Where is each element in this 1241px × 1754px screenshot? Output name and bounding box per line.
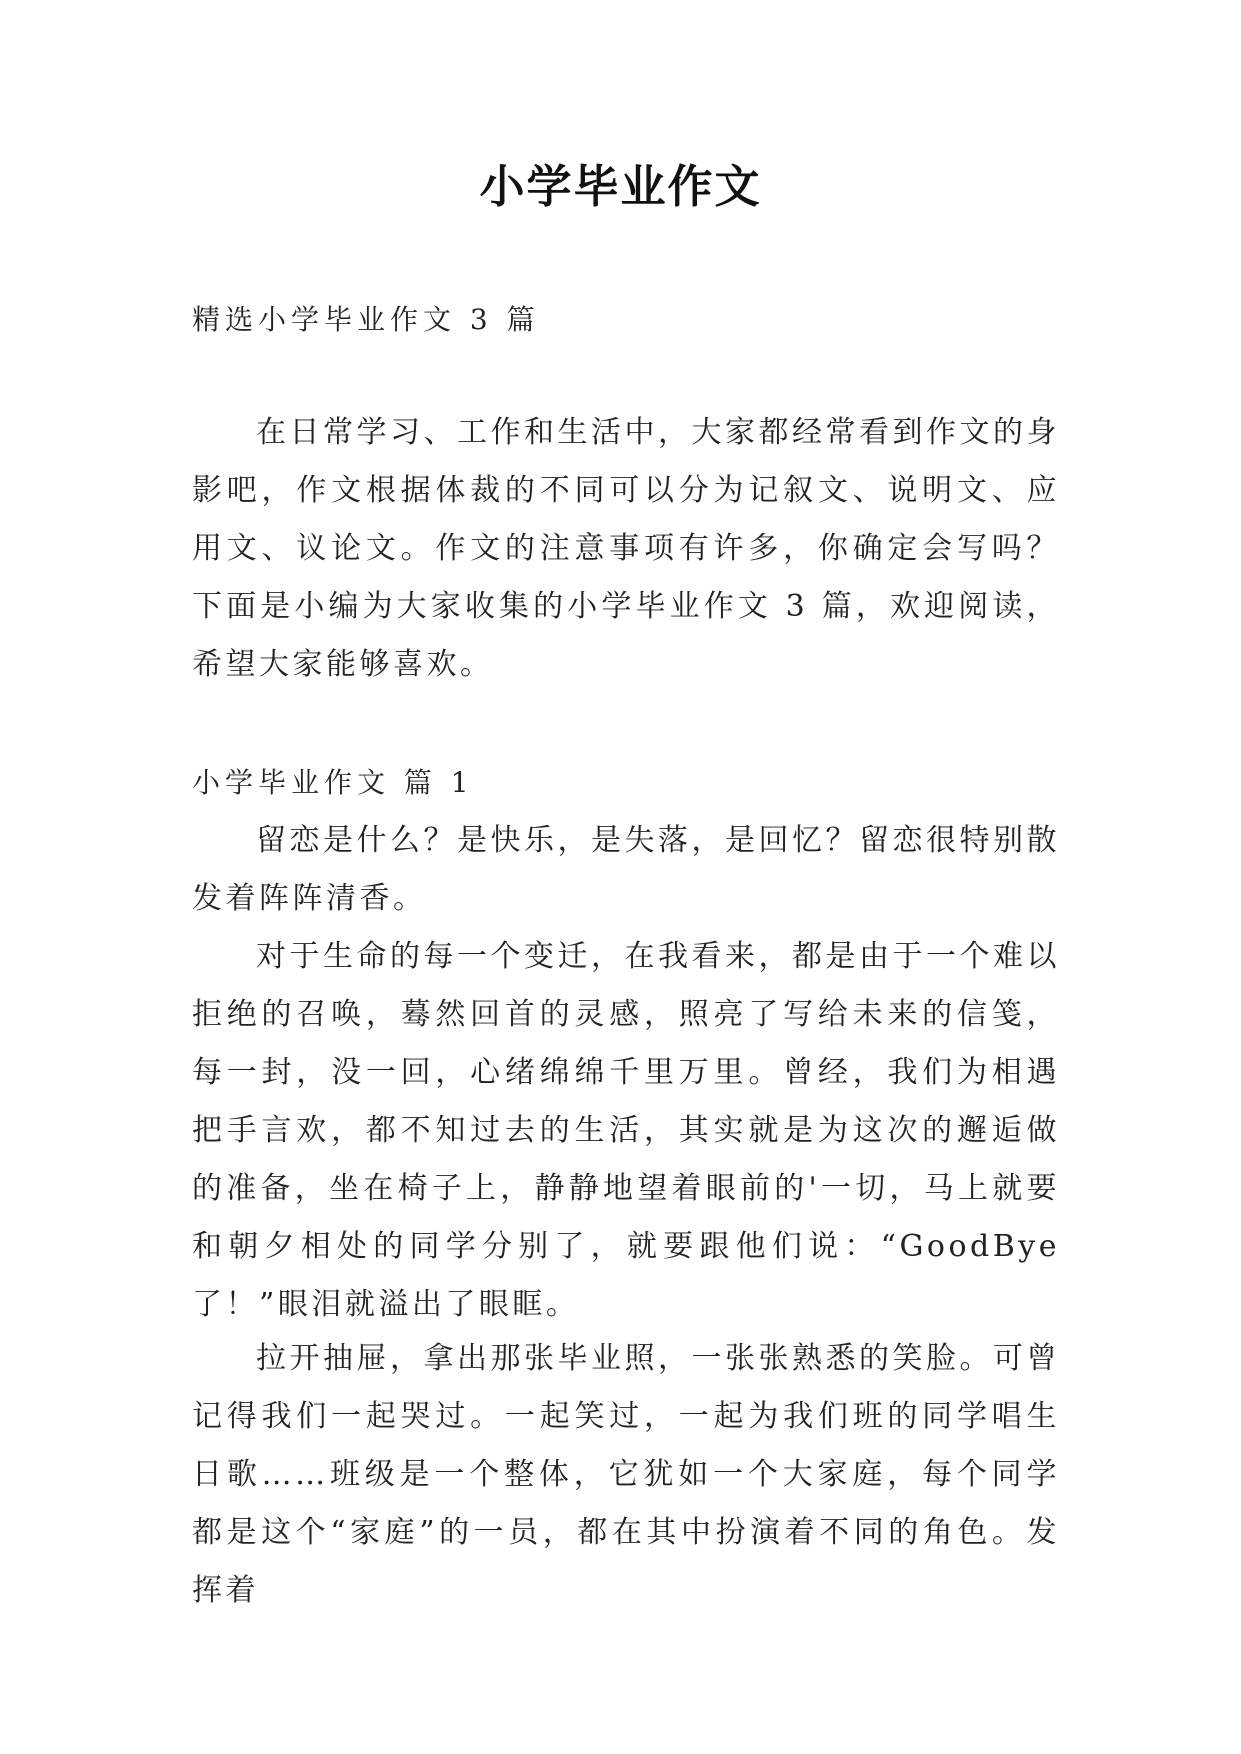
body-paragraph-3: 拉开抽屉，拿出那张毕业照，一张张熟悉的笑脸。可曾记得我们一起哭过。一起笑过，一起为我们班的同学唱生日歌……班级是一个整体，它犹如一个大家庭，每个同学都是这个“家庭”的一员，都在其中扮演着不同的角色。发挥着 xyxy=(192,1341,1060,1608)
intro-paragraph: 在日常学习、工作和生活中，大家都经常看到作文的身影吧，作文根据体裁的不同可以分为记叙文、说明文、应用文、议论文。作文的注意事项有许多，你确定会写吗？下面是小编为大家收集的小学毕业作文 3 篇，欢迎阅读，希望大家能够喜欢。 xyxy=(192,415,1060,682)
section-title: 小学毕业作文 篇 1 xyxy=(192,766,474,799)
document-title: 小学毕业作文 xyxy=(479,160,762,213)
document-subtitle: 精选小学毕业作文 3 篇 xyxy=(192,303,540,336)
body-paragraph-2: 对于生命的每一个变迁，在我看来，都是由于一个难以拒绝的召唤，蓦然回首的灵感，照亮了写给未来的信笺，每一封，没一回，心绪绵绵千里万里。曾经，我们为相遇把手言欢，都不知过去的生活，其实就是为这次的邂逅做的准备，坐在椅子上，静静地望着眼前的'一切，马上就要和朝夕相处的同学分别了，就要跟他们说：“GoodBye 了！”眼泪就溢出了眼眶。 xyxy=(192,939,1060,1322)
body-paragraph-1: 留恋是什么？是快乐，是失落，是回忆？留恋很特别散发着阵阵清香。 xyxy=(192,823,1060,916)
